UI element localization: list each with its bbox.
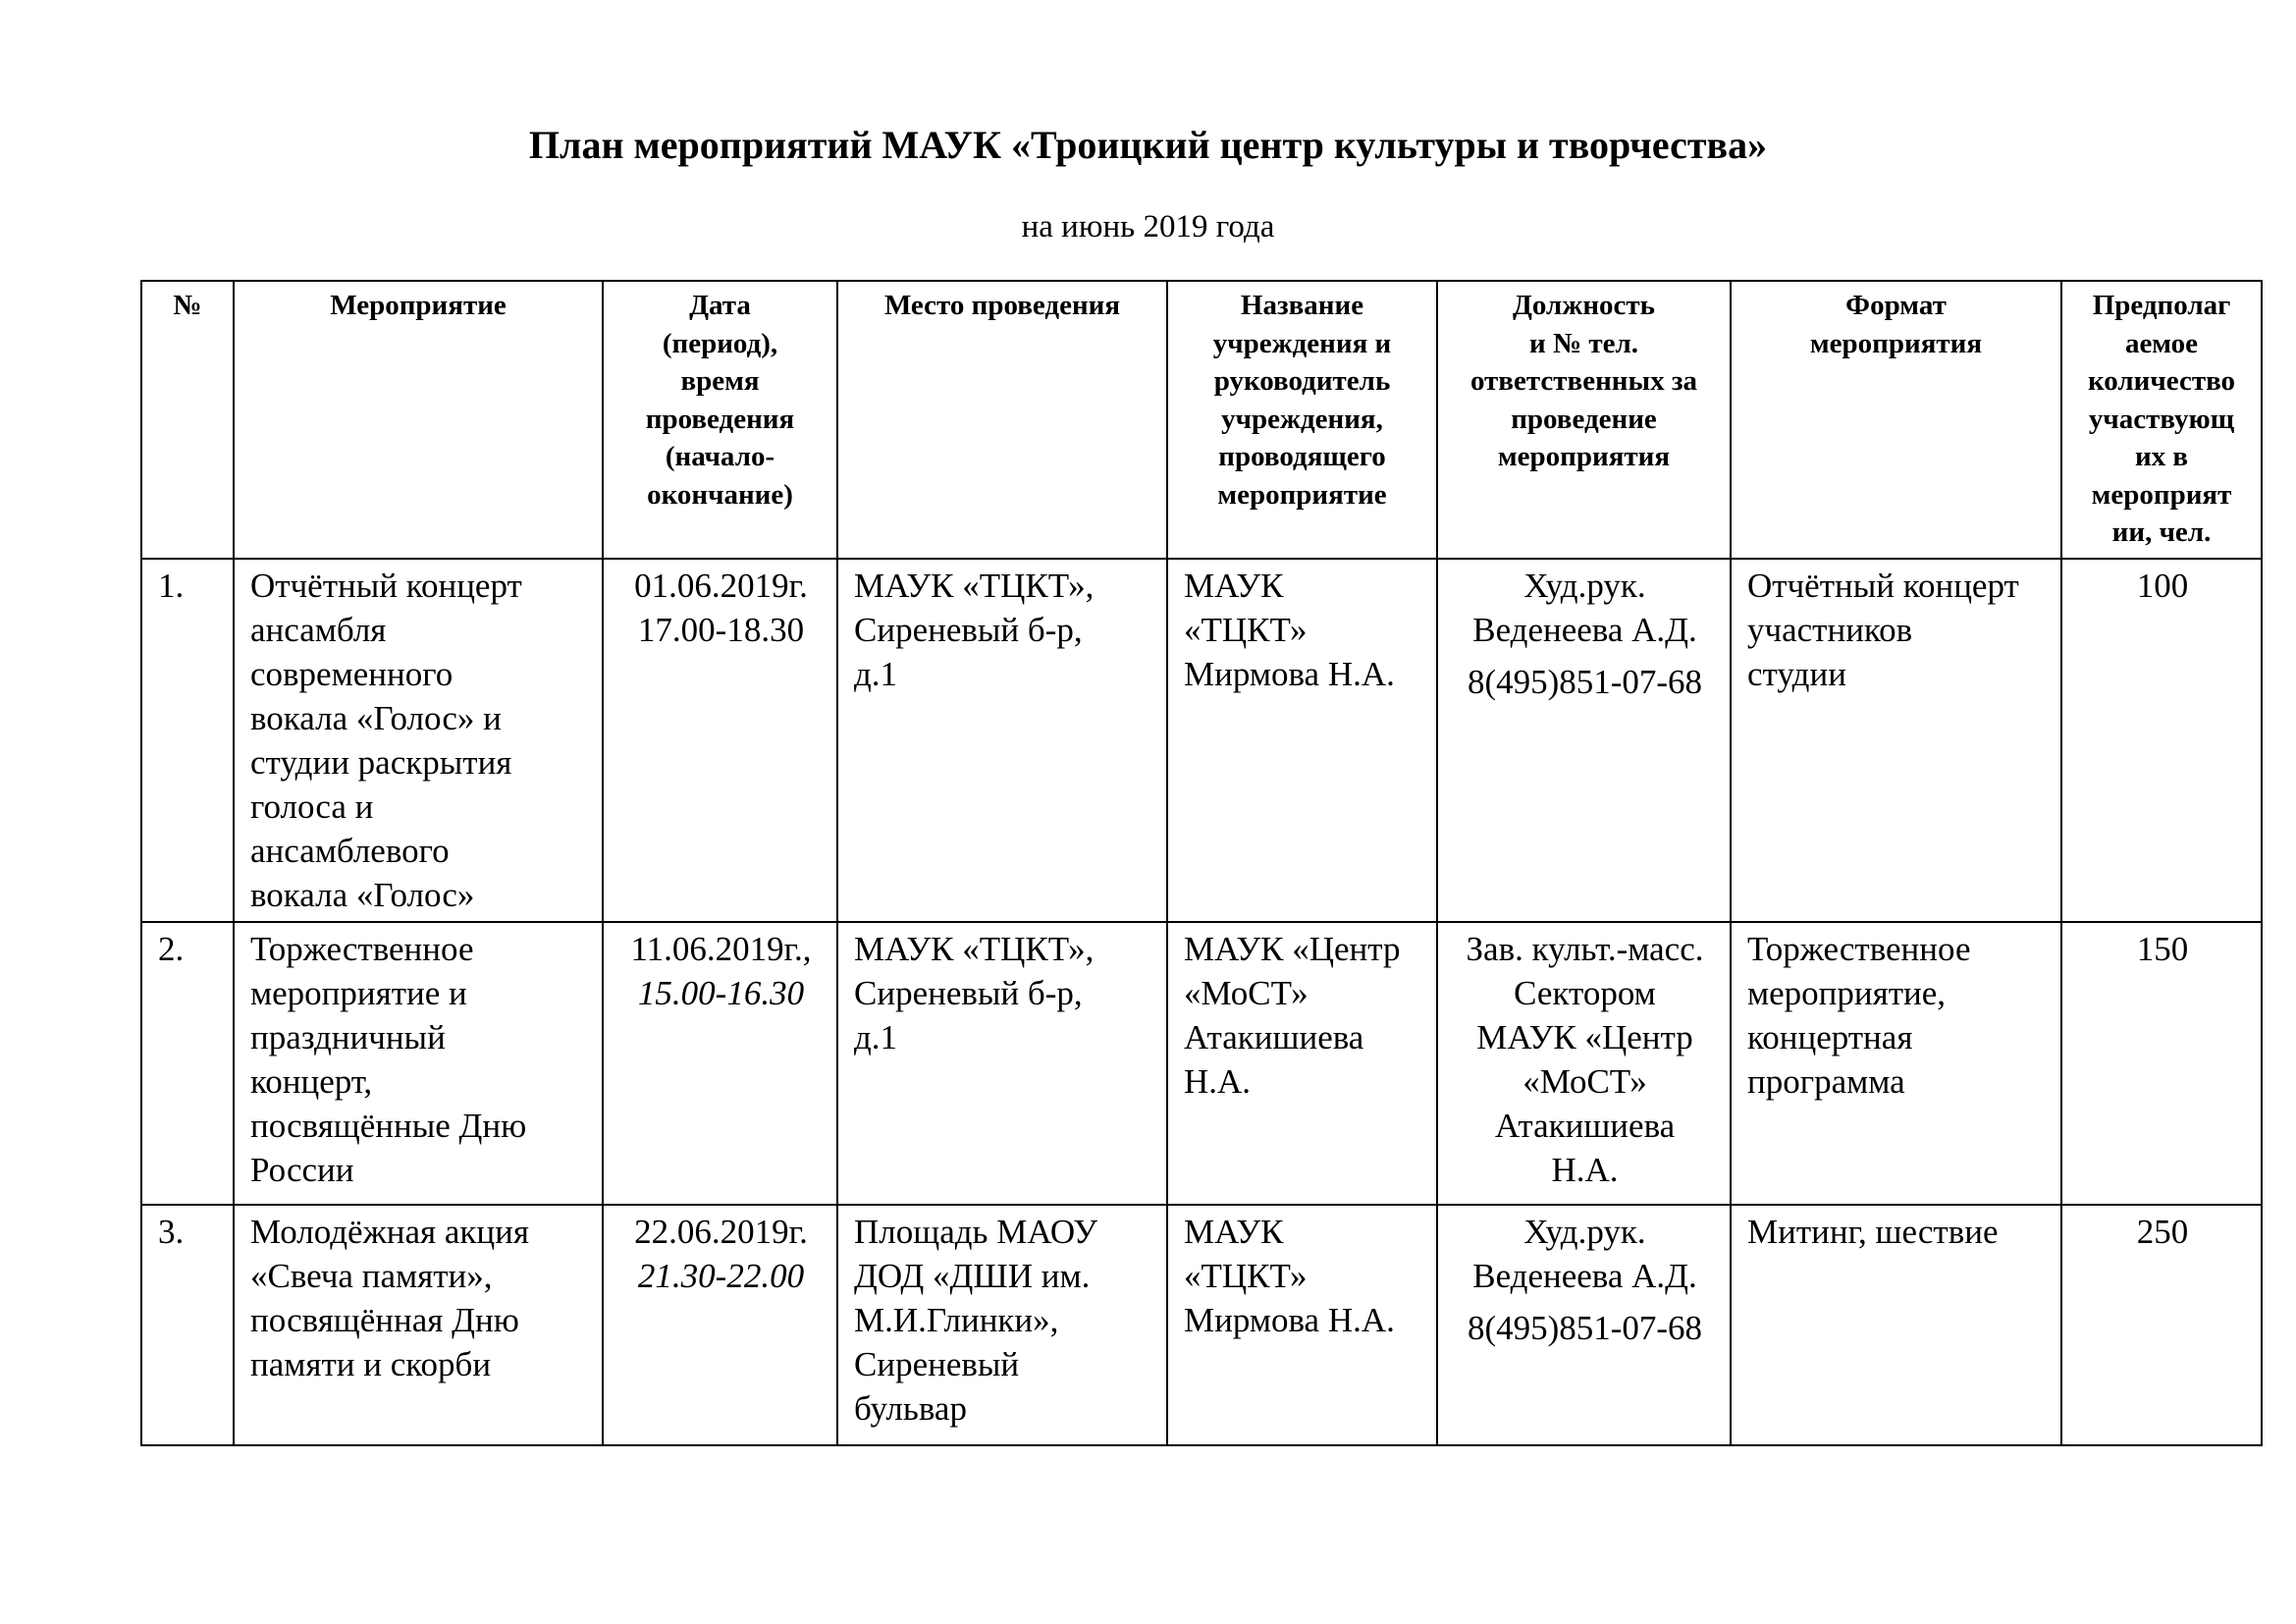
event-line: концерт, — [250, 1061, 373, 1101]
event-cell — [234, 922, 603, 1205]
event-line: Молодёжная акция — [250, 1212, 529, 1251]
place-line: МАУК «ТЦКТ», — [854, 566, 1095, 605]
responsible-line: «МоСТ» — [1522, 1061, 1647, 1101]
table-row — [141, 559, 2262, 922]
header-date — [603, 281, 837, 559]
responsible-line: Веденеева А.Д. — [1472, 1256, 1697, 1295]
event-time: 21.30-22.00 — [637, 1256, 805, 1295]
event-line: России — [250, 1150, 354, 1189]
place-line: бульвар — [854, 1388, 967, 1428]
place-line: Площадь МАОУ — [854, 1212, 1097, 1251]
place-cell — [837, 559, 1167, 922]
header-line: количество — [2087, 365, 2236, 397]
participants-count: 100 — [2061, 559, 2262, 922]
responsible-cell — [1437, 1205, 1731, 1445]
responsible-cell — [1437, 559, 1731, 922]
responsible-line: Худ.рук. — [1523, 566, 1646, 605]
format-line: студии — [1747, 654, 1846, 693]
header-line: мероприятия — [1809, 327, 1983, 359]
header-line: проведения — [645, 403, 795, 435]
format-line: программа — [1747, 1061, 1905, 1101]
header-line: Предполаг — [2092, 290, 2231, 321]
event-line: посвящённая Дню — [250, 1300, 519, 1339]
header-event: Мероприятие — [234, 281, 603, 559]
event-line: вокала «Голос» — [250, 875, 475, 914]
row-number: 1. — [141, 559, 234, 922]
place-cell — [837, 1205, 1167, 1445]
event-line: мероприятие и — [250, 973, 467, 1012]
responsible-line: МАУК «Центр — [1476, 1017, 1693, 1056]
format-line: участников — [1747, 610, 1913, 649]
row-number: 3. — [141, 1205, 234, 1445]
responsible-phone: 8(495)851-07-68 — [1467, 1308, 1703, 1347]
place-line: д.1 — [854, 654, 898, 693]
place-cell — [837, 922, 1167, 1205]
organizer-line: МАУК — [1184, 566, 1284, 605]
place-line: д.1 — [854, 1017, 898, 1056]
header-line: учреждения и — [1212, 327, 1392, 359]
header-line: Должность — [1512, 290, 1656, 321]
format-line: концертная — [1747, 1017, 1913, 1056]
organizer-line: Мирмова Н.А. — [1184, 1300, 1395, 1339]
format-line: мероприятие, — [1747, 973, 1947, 1012]
event-date: 01.06.2019г. — [634, 566, 808, 605]
organizer-line: Мирмова Н.А. — [1184, 654, 1395, 693]
event-line: «Свеча памяти», — [250, 1256, 493, 1295]
event-cell — [234, 1205, 603, 1445]
participants-count: 250 — [2061, 1205, 2262, 1445]
header-line: ии, чел. — [2111, 516, 2212, 548]
header-count — [2061, 281, 2262, 559]
row-number: 2. — [141, 922, 234, 1205]
page-subtitle: на июнь 2019 года — [1021, 209, 1275, 244]
date-cell — [603, 559, 837, 922]
header-line: время — [680, 365, 760, 397]
header-line: (начало- — [665, 441, 775, 472]
format-cell — [1731, 1205, 2061, 1445]
event-date: 11.06.2019г., — [630, 929, 812, 968]
header-org — [1167, 281, 1437, 559]
header-line: участвующ — [2088, 403, 2235, 435]
event-line: Торжественное — [250, 929, 474, 968]
event-line: ансамблевого — [250, 831, 450, 870]
responsible-line: Зав. культ.-масс. — [1466, 929, 1704, 968]
header-line: проведение — [1511, 403, 1657, 435]
header-line: руководитель — [1213, 365, 1391, 397]
table-row — [141, 1205, 2262, 1445]
event-time: 15.00-16.30 — [637, 973, 805, 1012]
place-line: Сиреневый — [854, 1344, 1020, 1383]
place-line: ДОД «ДШИ им. — [854, 1256, 1091, 1295]
header-line: проводящего — [1218, 441, 1386, 472]
organizer-line: МАУК — [1184, 1212, 1284, 1251]
header-line: аемое — [2124, 327, 2199, 359]
responsible-line: Н.А. — [1551, 1150, 1619, 1189]
event-time: 17.00-18.30 — [637, 610, 805, 649]
event-line: студии раскрытия — [250, 742, 512, 782]
organizer-line: МАУК «Центр — [1184, 929, 1401, 968]
responsible-phone: 8(495)851-07-68 — [1467, 662, 1703, 701]
organizer-line: «ТЦКТ» — [1184, 1256, 1308, 1295]
responsible-line: Атакишиева — [1494, 1106, 1676, 1145]
header-line: Дата — [689, 290, 751, 321]
place-line: Сиреневый б-р, — [854, 610, 1083, 649]
table-row — [141, 922, 2262, 1205]
responsible-cell — [1437, 922, 1731, 1205]
organizer-line: «ТЦКТ» — [1184, 610, 1308, 649]
header-line: окончание) — [647, 478, 793, 511]
place-line: М.И.Глинки», — [854, 1300, 1059, 1339]
header-responsible — [1437, 281, 1731, 559]
place-line: МАУК «ТЦКТ», — [854, 929, 1095, 968]
header-line: их в — [2134, 441, 2189, 472]
organizer-line: Атакишиева — [1184, 1017, 1364, 1056]
event-line: современного — [250, 654, 454, 693]
event-line: голоса и — [250, 786, 374, 826]
event-date: 22.06.2019г. — [634, 1212, 808, 1251]
table-header — [141, 281, 2262, 559]
organizer-cell — [1167, 559, 1437, 922]
header-line: мероприятия — [1497, 441, 1671, 472]
format-line: Митинг, шествие — [1747, 1212, 1999, 1251]
header-line: Название — [1240, 290, 1364, 321]
participants-count: 150 — [2061, 922, 2262, 1205]
format-line: Отчётный концерт — [1747, 566, 2019, 605]
header-line: мероприят — [2091, 478, 2232, 511]
event-line: Отчётный концерт — [250, 566, 522, 605]
format-line: Торжественное — [1747, 929, 1971, 968]
date-cell — [603, 1205, 837, 1445]
organizer-line: Н.А. — [1184, 1061, 1252, 1101]
event-cell — [234, 559, 603, 922]
organizer-cell — [1167, 1205, 1437, 1445]
event-line: посвящённые Дню — [250, 1106, 527, 1145]
header-place: Место проведения — [837, 281, 1167, 559]
header-line: учреждения, — [1221, 403, 1383, 435]
header-line: (период), — [662, 327, 778, 359]
header-num: № — [141, 281, 234, 559]
organizer-line: «МоСТ» — [1184, 973, 1308, 1012]
format-cell — [1731, 922, 2061, 1205]
responsible-line: Сектором — [1514, 973, 1656, 1012]
event-line: праздничный — [250, 1017, 446, 1056]
header-line: Формат — [1845, 290, 1947, 321]
page-title: План мероприятий МАУК «Троицкий центр культуры и творчества» — [528, 123, 1768, 167]
header-line: мероприятие — [1217, 478, 1387, 511]
responsible-line: Худ.рук. — [1523, 1212, 1646, 1251]
event-line: памяти и скорби — [250, 1344, 492, 1383]
date-cell — [603, 922, 837, 1205]
place-line: Сиреневый б-р, — [854, 973, 1083, 1012]
responsible-line: Веденеева А.Д. — [1472, 610, 1697, 649]
events-table — [140, 280, 2263, 1446]
header-format — [1731, 281, 2061, 559]
header-line: ответственных за — [1469, 365, 1698, 397]
event-line: ансамбля — [250, 610, 387, 649]
organizer-cell — [1167, 922, 1437, 1205]
format-cell — [1731, 559, 2061, 922]
event-line: вокала «Голос» и — [250, 698, 502, 737]
header-line: и № тел. — [1529, 327, 1638, 359]
